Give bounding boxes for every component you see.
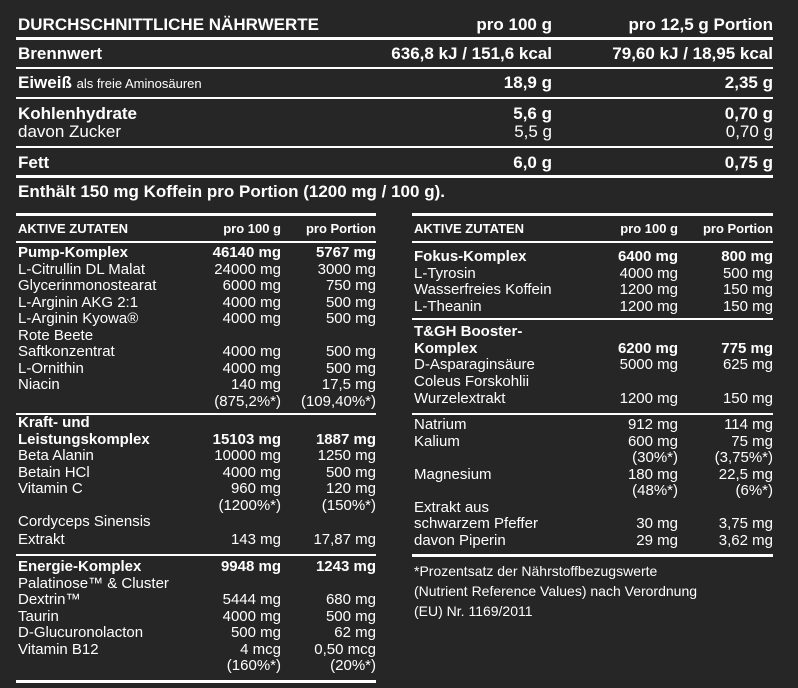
list-item: Dextrin™ xyxy=(18,591,81,608)
list-item-portion: 22,5 mg xyxy=(718,465,773,483)
tgh-total-per100: 6200 mg xyxy=(617,339,678,357)
list-item-portion: 3,75 mg xyxy=(718,515,773,532)
carbs-per100: 5,6 g xyxy=(513,104,552,123)
footnote-line-3: (EU) Nr. 1169/2011 xyxy=(414,603,533,619)
kraft-title-1: Kraft- und xyxy=(18,414,90,431)
divider xyxy=(412,213,773,216)
list-item: Betain HCl xyxy=(18,463,90,481)
energie-total-portion: 1243 mg xyxy=(315,558,376,575)
list-item-portion: (150%*) xyxy=(321,496,376,514)
list-item: Coleus Forskohlii xyxy=(414,372,530,390)
list-item: schwarzem Pfeffer xyxy=(414,515,538,532)
list-item-portion: (6%*) xyxy=(735,482,773,499)
pump-total-portion: 5767 mg xyxy=(315,244,376,261)
nutrition-header-per100: pro 100 g xyxy=(476,15,552,34)
kraft-total-per100: 15103 mg xyxy=(212,430,281,448)
list-item: Vitamin B12 xyxy=(18,640,99,658)
left-header-portion: pro Portion xyxy=(305,221,376,236)
energie-title: Energie-Komplex xyxy=(18,558,142,575)
list-item-per100: 5444 mg xyxy=(222,591,281,608)
energy-label: Brennwert xyxy=(18,44,103,63)
list-item-portion: 1250 mg xyxy=(317,447,376,464)
list-item-per100: 143 mg xyxy=(230,531,281,548)
list-item: Extrakt aus xyxy=(414,498,490,516)
list-item: Cordyceps Sinensis xyxy=(18,513,151,530)
list-item: L-Arginin Kyowa® xyxy=(18,310,139,327)
list-item-portion: 62 mg xyxy=(334,624,376,641)
list-item-portion: 500 mg xyxy=(325,607,376,625)
list-item-portion: 17,5 mg xyxy=(321,376,376,393)
list-item-portion: 150 mg xyxy=(722,281,773,298)
list-item: Natrium xyxy=(414,416,467,433)
list-item-portion: 0,50 mcg xyxy=(314,640,376,658)
list-item-portion: 3000 mg xyxy=(317,260,376,278)
list-item: Wurzelextrakt xyxy=(414,390,506,407)
pump-title: Pump-Komplex xyxy=(18,244,129,261)
divider xyxy=(16,213,376,216)
divider xyxy=(16,97,773,99)
divider xyxy=(16,146,773,148)
kraft-total-portion: 1887 mg xyxy=(315,430,376,448)
energy-per100: 636,8 kJ / 151,6 kcal xyxy=(391,44,552,63)
tgh-title-2: Komplex xyxy=(414,339,478,357)
list-item-per100: 4000 mg xyxy=(222,310,281,327)
list-item-per100: 500 mg xyxy=(230,624,281,641)
footnote-line-2: (Nutrient Reference Values) nach Verordnung xyxy=(414,583,698,599)
list-item: Extrakt xyxy=(18,531,65,548)
list-item: Wasserfreies Koffein xyxy=(414,281,552,298)
protein-portion: 2,35 g xyxy=(724,73,773,92)
list-item: Beta Alanin xyxy=(18,447,94,464)
divider xyxy=(412,413,773,415)
list-item-portion: 750 mg xyxy=(325,277,376,294)
list-item-per100: 4000 mg xyxy=(222,293,281,311)
list-item-portion: 500 mg xyxy=(325,310,376,327)
list-item-portion: 75 mg xyxy=(731,432,773,450)
list-item-portion: 17,87 mg xyxy=(313,531,376,548)
left-header-per100: pro 100 g xyxy=(223,221,281,236)
nutrition-header-portion: pro 12,5 g Portion xyxy=(628,15,773,34)
divider xyxy=(16,67,773,69)
list-item: davon Piperin xyxy=(414,531,506,549)
list-item: L-Ornithin xyxy=(18,359,84,377)
list-item: Niacin xyxy=(18,376,60,393)
list-item: L-Citrullin DL Malat xyxy=(18,260,145,278)
fokus-total-portion: 800 mg xyxy=(721,248,773,265)
right-header-label: AKTIVE ZUTATEN xyxy=(414,221,525,236)
list-item-per100: (1200%*) xyxy=(218,496,281,514)
list-item-per100: (30%*) xyxy=(632,449,678,466)
energie-total-per100: 9948 mg xyxy=(220,558,281,575)
protein-note: als freie Aminosäuren xyxy=(76,76,202,91)
sugar-portion: 0,70 g xyxy=(725,122,773,141)
divider xyxy=(412,554,773,557)
list-item-per100: 180 mg xyxy=(627,465,678,483)
list-item-portion: (20%*) xyxy=(330,657,376,674)
list-item-per100: 1200 mg xyxy=(619,390,678,407)
list-item-per100: 30 mg xyxy=(636,515,678,532)
list-item-per100: 140 mg xyxy=(230,376,281,393)
list-item: L-Theanin xyxy=(414,297,482,315)
divider xyxy=(16,175,773,178)
list-item-per100: (160%*) xyxy=(226,657,281,674)
caffeine-note: Enthält 150 mg Koffein pro Portion (1200 mg / 100 g). xyxy=(18,182,445,201)
fokus-total-per100: 6400 mg xyxy=(617,248,678,265)
list-item-per100: (48%*) xyxy=(632,482,678,499)
list-item: Kalium xyxy=(414,432,460,450)
list-item-per100: 4000 mg xyxy=(222,463,281,481)
right-header-per100: pro 100 g xyxy=(620,221,678,236)
protein-label: Eiweiß xyxy=(18,73,72,92)
list-item-per100: 912 mg xyxy=(627,416,678,433)
list-item-portion: 500 mg xyxy=(325,359,376,377)
list-item: D-Asparaginsäure xyxy=(414,356,535,373)
list-item-per100: 4000 mg xyxy=(222,359,281,377)
list-item-per100: 5000 mg xyxy=(619,356,678,373)
list-item-portion: 680 mg xyxy=(325,591,376,608)
list-item-per100: 600 mg xyxy=(627,432,678,450)
list-item-per100: 1200 mg xyxy=(619,281,678,298)
list-item: Taurin xyxy=(18,607,59,625)
list-item-per100: 10000 mg xyxy=(214,447,281,464)
list-item: Rote Beete xyxy=(18,326,94,344)
kraft-title-2: Leistungskomplex xyxy=(18,430,150,448)
list-item-per100: 29 mg xyxy=(636,531,678,549)
fat-label: Fett xyxy=(18,153,50,172)
list-item-per100: 24000 mg xyxy=(214,260,281,278)
list-item: Glycerinmonostearat xyxy=(18,277,157,294)
list-item-portion: 500 mg xyxy=(325,293,376,311)
list-item-portion: 150 mg xyxy=(722,390,773,407)
protein-per100: 18,9 g xyxy=(503,73,552,92)
list-item-portion: (109,40%*) xyxy=(300,392,376,410)
carbs-portion: 0,70 g xyxy=(724,104,773,123)
sugar-per100: 5,5 g xyxy=(514,122,552,141)
list-item: Magnesium xyxy=(414,465,492,483)
right-header-portion: pro Portion xyxy=(702,221,773,236)
tgh-total-portion: 775 mg xyxy=(721,339,773,357)
tgh-title-1: T&GH Booster- xyxy=(414,323,523,340)
list-item: D-Glucuronolacton xyxy=(18,624,144,641)
list-item-per100: 4000 mg xyxy=(619,264,678,282)
list-item-portion: 500 mg xyxy=(325,463,376,481)
footnote-line-1: *Prozentsatz der Nährstoffbezugswerte xyxy=(414,563,658,579)
fat-per100: 6,0 g xyxy=(513,153,552,172)
list-item: Saftkonzentrat xyxy=(18,343,115,360)
list-item-per100: 1200 mg xyxy=(619,297,678,315)
pump-total-per100: 46140 mg xyxy=(212,244,281,261)
list-item-portion: 625 mg xyxy=(722,356,773,373)
divider xyxy=(412,318,773,320)
list-item: Vitamin C xyxy=(18,480,83,497)
list-item-portion: (3,75%*) xyxy=(714,449,773,466)
divider xyxy=(16,554,376,556)
left-header-label: AKTIVE ZUTATEN xyxy=(18,221,129,236)
divider xyxy=(16,241,376,243)
list-item-per100: 6000 mg xyxy=(222,277,281,294)
list-item: L-Tyrosin xyxy=(414,264,476,282)
divider xyxy=(16,37,773,40)
energy-portion: 79,60 kJ / 18,95 kcal xyxy=(612,44,773,63)
list-item-portion: 150 mg xyxy=(722,297,773,315)
list-item-per100: 4000 mg xyxy=(222,343,281,360)
fat-portion: 0,75 g xyxy=(724,153,773,172)
divider xyxy=(16,680,376,683)
divider xyxy=(412,241,773,243)
list-item-portion: 3,62 mg xyxy=(718,531,773,549)
list-item-portion: 500 mg xyxy=(325,343,376,360)
list-item: L-Arginin AKG 2:1 xyxy=(18,293,139,311)
list-item-portion: 114 mg xyxy=(724,416,773,433)
list-item-per100: 4 mcg xyxy=(240,640,281,658)
fokus-title: Fokus-Komplex xyxy=(414,248,527,265)
list-item-portion: 500 mg xyxy=(722,264,773,282)
sugar-label: davon Zucker xyxy=(18,122,121,141)
list-item-per100: 960 mg xyxy=(230,480,281,497)
list-item: Palatinose™ & Cluster xyxy=(18,574,169,592)
carbs-label: Kohlenhydrate xyxy=(18,104,138,123)
protein-row-label xyxy=(18,73,202,94)
list-item-per100: (875,2%*) xyxy=(214,392,281,410)
list-item-portion: 120 mg xyxy=(325,480,376,497)
nutrition-header-label: DURCHSCHNITTLICHE NÄHRWERTE xyxy=(18,15,319,34)
list-item-per100: 4000 mg xyxy=(222,607,281,625)
